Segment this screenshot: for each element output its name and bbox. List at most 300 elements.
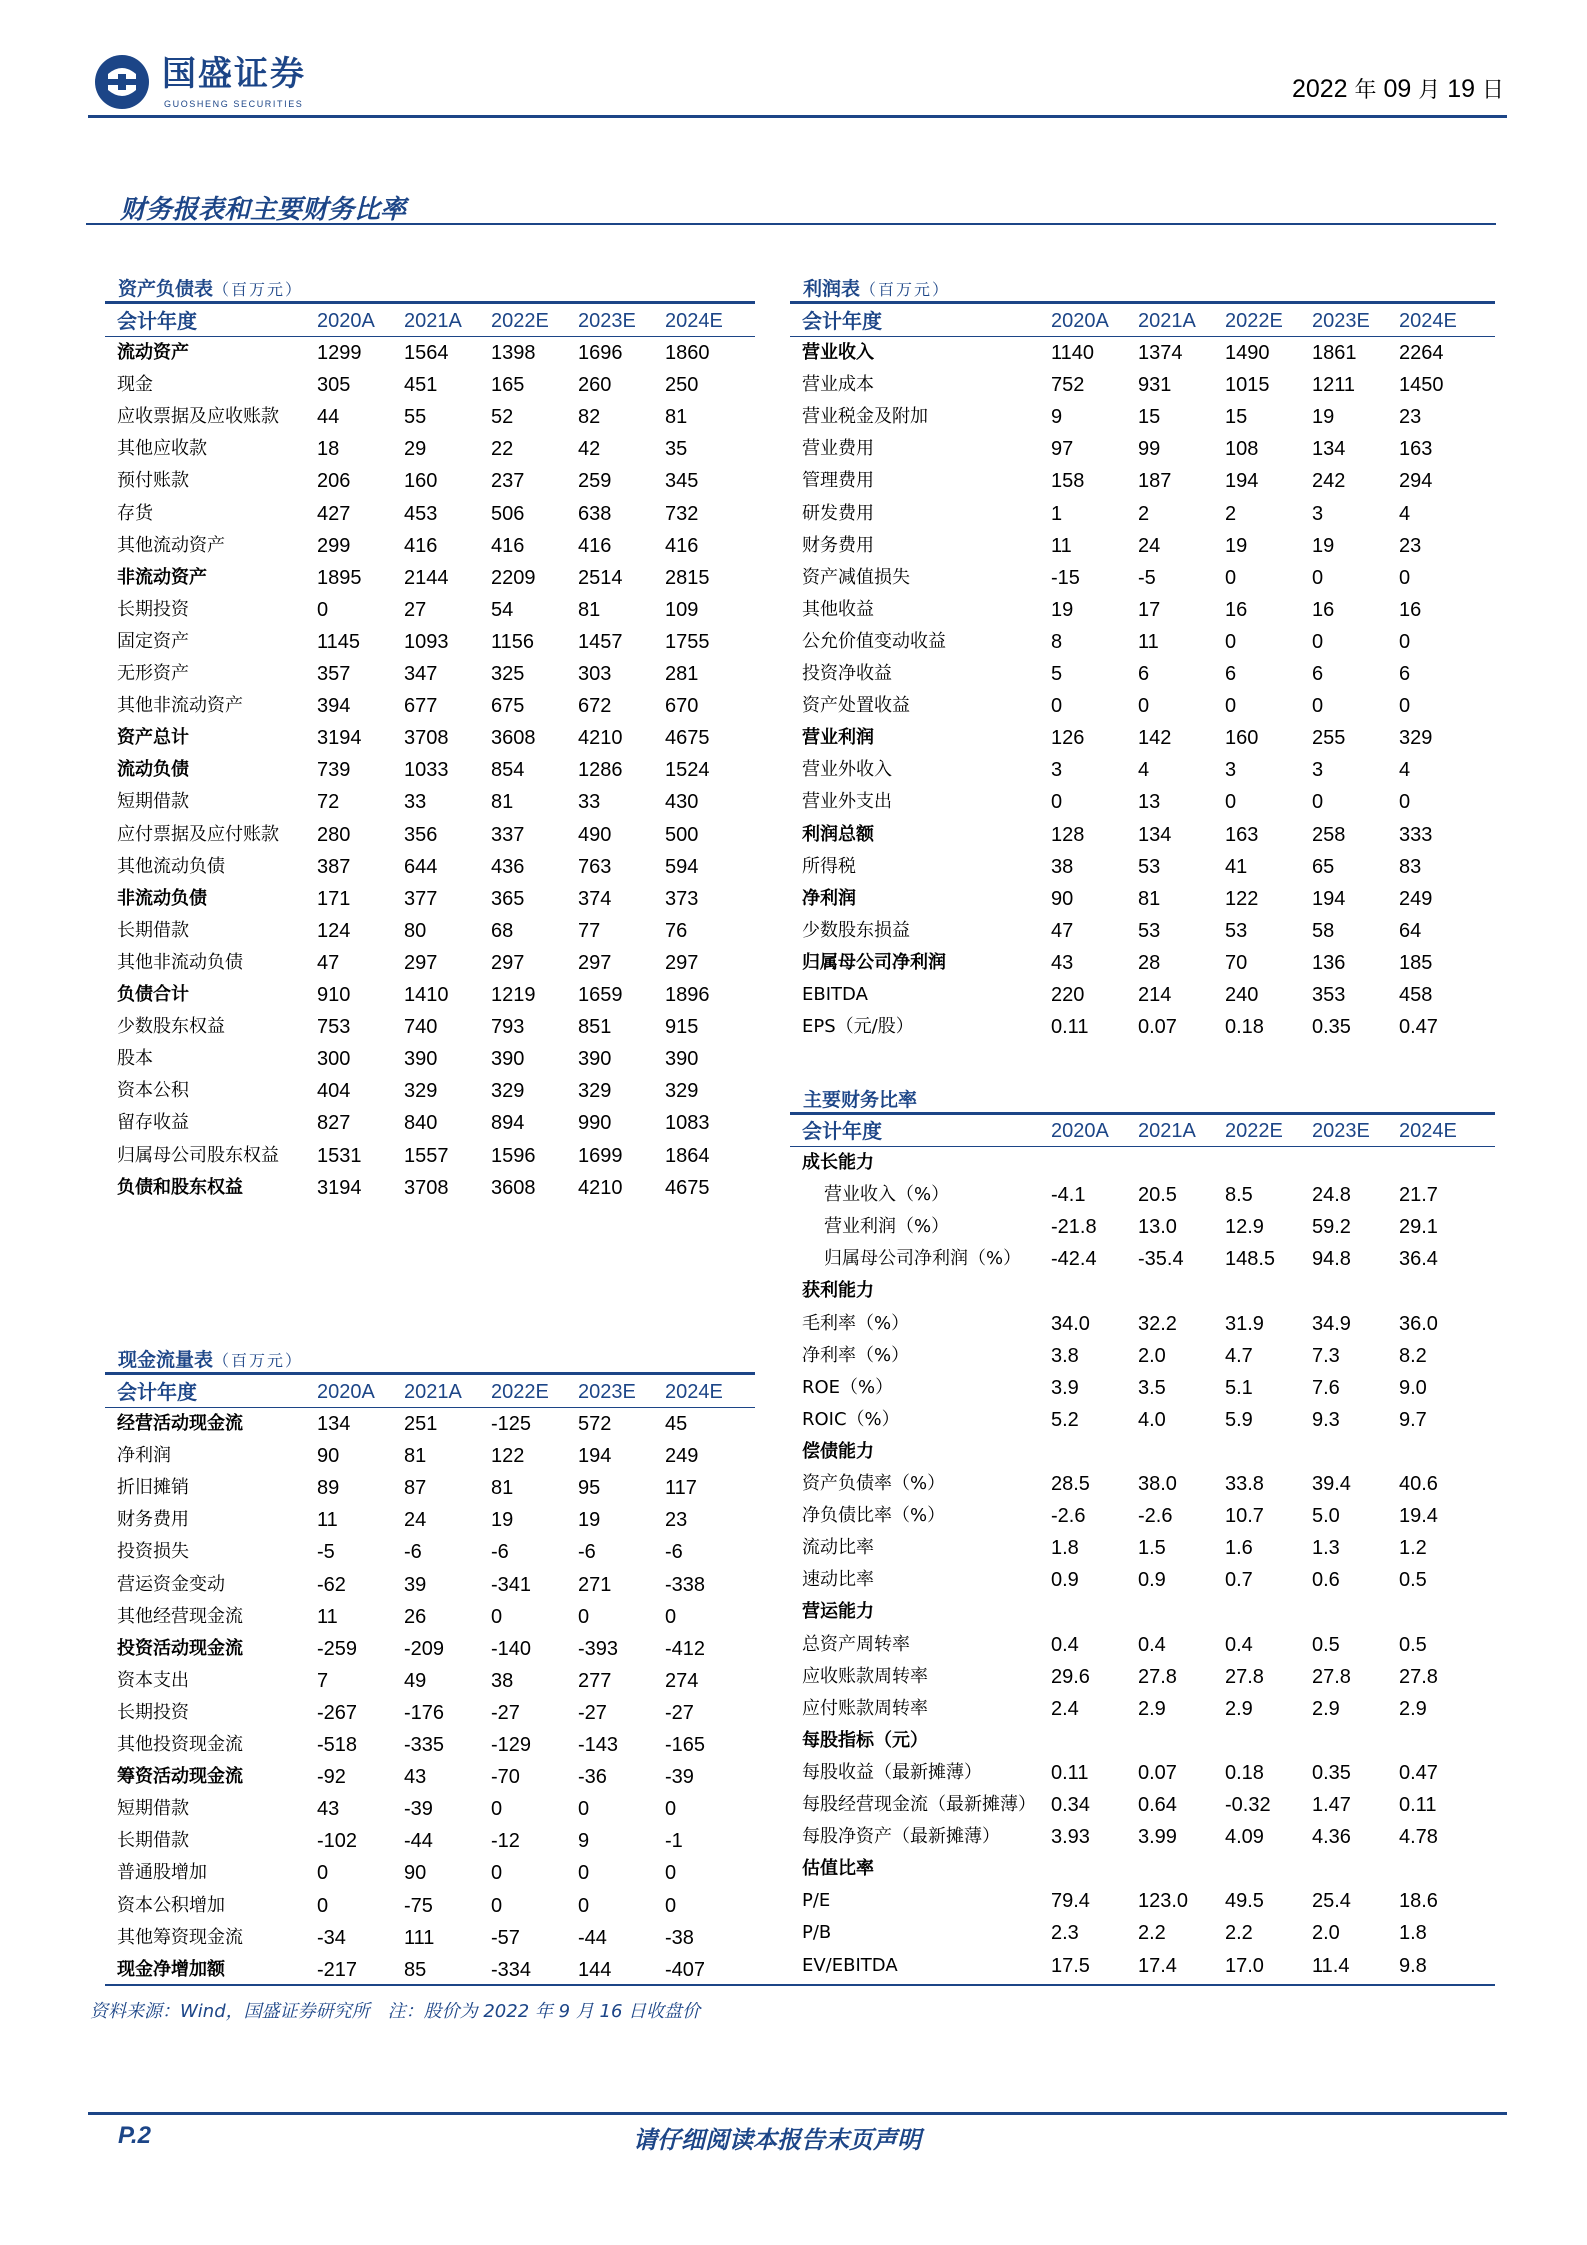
cell-value: 134: [317, 1413, 351, 1435]
cell-value: 416: [665, 534, 699, 557]
cell-value: 1398: [491, 342, 536, 364]
cell-value: 0.47: [1399, 1761, 1438, 1784]
column-header-label: 会计年度: [802, 1119, 882, 1143]
row-label: 长期投资: [117, 1701, 189, 1723]
cell-value: 13.0: [1138, 1216, 1177, 1239]
cell-value: 58: [1312, 919, 1335, 942]
cell-value: 6: [1399, 663, 1411, 685]
cell-value: 90: [317, 1445, 340, 1468]
cell-value: 160: [1225, 727, 1259, 750]
cell-value: -2.6: [1051, 1505, 1086, 1528]
cell-value: 25.4: [1312, 1890, 1351, 1913]
table-row: [790, 594, 1495, 626]
cell-value: 294: [1399, 470, 1433, 493]
row-label: 应付票据及应付账款: [117, 823, 279, 845]
table-row: [790, 1404, 1495, 1436]
date-day-unit: 日: [1481, 77, 1504, 102]
cell-value: 0: [1312, 630, 1324, 653]
cell-value: 827: [317, 1112, 351, 1135]
footer-divider: [88, 2112, 1507, 2115]
cell-value: 297: [491, 951, 525, 974]
column-header-year: 2022E: [1225, 310, 1283, 332]
table-row: [790, 530, 1495, 562]
cell-value: 26: [404, 1605, 427, 1628]
cell-value: -39: [665, 1766, 694, 1789]
cell-value: 0: [1225, 630, 1237, 653]
cell-value: 1895: [317, 566, 362, 589]
cell-value: 5: [1051, 663, 1063, 685]
row-label: 短期借款: [117, 1798, 189, 1820]
cell-value: 8: [1051, 630, 1063, 653]
row-label: 资本公积: [117, 1080, 189, 1102]
row-label: 长期借款: [117, 919, 189, 941]
cell-value: -1: [665, 1830, 683, 1853]
cell-value: -140: [491, 1637, 532, 1660]
table-row: [790, 786, 1495, 818]
cell-value: 854: [491, 759, 525, 782]
cell-value: 214: [1138, 984, 1172, 1006]
income-statement-title-text: 利润表: [803, 278, 861, 300]
cell-value: -6: [578, 1541, 596, 1564]
cell-value: -44: [578, 1926, 607, 1949]
cell-value: 72: [317, 791, 340, 814]
row-label: 非流动负债: [117, 887, 207, 909]
cell-value: 258: [1312, 823, 1346, 846]
cell-value: 1140: [1051, 342, 1095, 364]
table-row: [790, 1011, 1495, 1043]
cell-value: -44: [404, 1830, 433, 1853]
table-row: [105, 1729, 755, 1761]
cell-value: 281: [665, 663, 699, 685]
table-row: [105, 1107, 755, 1139]
cell-value: 2815: [665, 566, 710, 589]
cell-value: 38: [491, 1669, 514, 1692]
column-header-year: 2024E: [1399, 1120, 1457, 1142]
cell-value: -518: [317, 1734, 358, 1756]
cell-value: 2.2: [1225, 1922, 1253, 1945]
cell-value: 64: [1399, 919, 1422, 942]
column-header-year: 2021A: [1138, 310, 1196, 332]
cell-value: 16: [1225, 598, 1248, 621]
cell-value: 638: [578, 502, 612, 525]
cell-value: 436: [491, 855, 525, 878]
cell-value: 329: [491, 1080, 525, 1103]
table-row: [105, 658, 755, 690]
cell-value: 27.8: [1399, 1665, 1438, 1688]
cell-value: 506: [491, 502, 525, 525]
cell-value: 5.2: [1051, 1408, 1079, 1431]
cell-value: 163: [1399, 438, 1433, 461]
cell-value: 3194: [317, 1176, 362, 1199]
table-row: [790, 465, 1495, 497]
row-label: 营业外收入: [802, 759, 892, 781]
cell-value: 122: [491, 1445, 525, 1468]
cell-value: 33: [578, 791, 601, 814]
cell-value: 763: [578, 855, 612, 878]
cell-value: 277: [578, 1669, 612, 1692]
cell-value: 90: [1051, 887, 1074, 910]
table-row: [105, 690, 755, 722]
cell-value: 0: [491, 1605, 503, 1628]
cell-value: 9: [1051, 406, 1063, 429]
cell-value: 2.9: [1138, 1697, 1166, 1720]
column-header-year: 2024E: [665, 1381, 723, 1403]
cell-value: 1211: [1312, 374, 1356, 397]
row-label: 营业成本: [802, 374, 874, 396]
table-section-row: [790, 1725, 1495, 1757]
cell-value: -393: [578, 1637, 619, 1660]
table-section-row: [790, 1147, 1495, 1179]
section-divider: [86, 223, 1496, 225]
cell-value: 19: [1312, 534, 1335, 557]
cell-value: 206: [317, 470, 351, 493]
cell-value: 0: [491, 1862, 503, 1885]
row-label: 资产处置收益: [802, 695, 910, 717]
row-label: 营业税金及附加: [802, 406, 928, 428]
cell-value: 43: [1051, 951, 1074, 974]
row-label: 经营活动现金流: [117, 1413, 243, 1434]
table-row: [790, 690, 1495, 722]
row-label: 财务费用: [802, 534, 874, 556]
cell-value: 0.4: [1225, 1633, 1253, 1656]
cell-value: 1.3: [1312, 1537, 1340, 1560]
cell-value: 1457: [578, 630, 623, 653]
source-note: 资料来源：Wind，国盛证券研究所 注：股价为 2022 年 9 月 16 日收盘价: [90, 2001, 701, 2022]
cell-value: 77: [578, 919, 601, 942]
cell-value: -35.4: [1138, 1248, 1184, 1271]
table-row: [790, 915, 1495, 947]
cell-value: 1.6: [1225, 1537, 1253, 1560]
table-row: [790, 498, 1495, 530]
income-statement-title: [803, 274, 950, 301]
row-label: EBITDA: [802, 984, 868, 1005]
cell-value: 7.6: [1312, 1376, 1340, 1399]
cell-value: 24: [404, 1509, 427, 1532]
cell-value: 53: [1138, 919, 1161, 942]
cell-value: 249: [665, 1445, 699, 1468]
row-label: 其他投资现金流: [117, 1734, 243, 1755]
cell-value: 99: [1138, 438, 1161, 461]
cell-value: 4.7: [1225, 1344, 1253, 1367]
cell-value: 5.1: [1225, 1376, 1253, 1399]
row-label: 公允价值变动收益: [802, 630, 946, 652]
cell-value: 22: [491, 438, 514, 461]
table-section-row: [790, 1436, 1495, 1468]
cell-value: 194: [578, 1445, 612, 1468]
cell-value: 18: [317, 438, 340, 461]
cell-value: 47: [1051, 919, 1074, 942]
date-month-unit: 月: [1418, 77, 1441, 102]
cell-value: 27: [404, 598, 427, 621]
row-label: 财务费用: [117, 1509, 189, 1531]
cell-value: 0.4: [1138, 1633, 1166, 1656]
cell-value: 490: [578, 823, 612, 846]
table-section-row: [105, 1761, 755, 1793]
cell-value: -6: [665, 1541, 683, 1564]
table-row: [105, 1665, 755, 1697]
cell-value: 0.11: [1399, 1794, 1437, 1816]
cell-value: 55: [404, 406, 427, 429]
cell-value: 6: [1225, 663, 1237, 685]
cell-value: 0.9: [1138, 1569, 1166, 1592]
cell-value: 9.7: [1399, 1408, 1427, 1431]
cell-value: 79.4: [1051, 1890, 1090, 1913]
cell-value: -338: [665, 1573, 706, 1596]
cell-value: 0: [1225, 791, 1237, 814]
cell-value: 251: [404, 1413, 438, 1435]
cell-value: 0: [491, 1894, 503, 1917]
cell-value: 259: [578, 470, 612, 493]
cell-value: 357: [317, 663, 351, 685]
cell-value: 427: [317, 502, 351, 525]
cell-value: 333: [1399, 823, 1433, 846]
cell-value: 0: [665, 1894, 677, 1917]
cell-value: 39.4: [1312, 1473, 1351, 1495]
cell-value: 3: [1312, 502, 1324, 525]
cell-value: 0: [491, 1798, 503, 1821]
cell-value: 337: [491, 823, 525, 846]
cell-value: 240: [1225, 984, 1259, 1006]
row-label: 偿债能力: [802, 1440, 874, 1462]
table-row: [790, 433, 1495, 465]
cell-value: 117: [665, 1477, 697, 1500]
row-label: 净利率（%）: [802, 1344, 910, 1366]
row-label: 留存收益: [117, 1112, 189, 1134]
cell-value: 171: [317, 887, 351, 910]
cell-value: 353: [1312, 984, 1346, 1006]
cell-value: 990: [578, 1112, 612, 1135]
cell-value: 303: [578, 663, 612, 685]
column-header-year: 2022E: [1225, 1120, 1283, 1142]
cell-value: 53: [1225, 919, 1248, 942]
table-row: [105, 401, 755, 433]
cash-flow-header-rule: [105, 1407, 755, 1408]
cell-value: 1.5: [1138, 1537, 1166, 1560]
cell-value: 8.2: [1399, 1344, 1427, 1367]
cell-value: -92: [317, 1766, 346, 1789]
row-label: 所得税: [802, 855, 856, 877]
cell-value: -5: [317, 1541, 335, 1564]
table-row: [105, 1043, 755, 1075]
cell-value: 2.0: [1312, 1922, 1340, 1945]
row-label: 股本: [117, 1048, 153, 1070]
cell-value: 24.8: [1312, 1184, 1351, 1207]
cell-value: 1524: [665, 759, 710, 782]
cell-value: 1.8: [1051, 1537, 1079, 1560]
balance-sheet-title: [118, 274, 303, 301]
cell-value: 1755: [665, 630, 710, 653]
cell-value: 31.9: [1225, 1312, 1264, 1335]
cell-value: 416: [404, 534, 438, 557]
cell-value: 0: [1312, 791, 1324, 814]
cell-value: 111: [404, 1926, 435, 1949]
row-label: 其他流动资产: [117, 534, 225, 556]
table-section-row: [790, 722, 1495, 754]
column-header-year: 2023E: [1312, 1120, 1370, 1142]
cell-value: 416: [491, 534, 525, 557]
cell-value: 36.0: [1399, 1312, 1438, 1335]
table-row: [790, 1564, 1495, 1596]
cell-value: 3708: [404, 727, 449, 750]
cell-value: 1531: [317, 1144, 362, 1167]
cell-value: 752: [1051, 374, 1085, 397]
table-row: [105, 1922, 755, 1954]
column-header-label: 会计年度: [117, 309, 197, 333]
cell-value: 9.8: [1399, 1954, 1427, 1977]
cell-value: 3608: [491, 1176, 536, 1199]
cell-value: 387: [317, 855, 351, 878]
table-row: [105, 915, 755, 947]
cell-value: 123.0: [1138, 1890, 1189, 1913]
cell-value: 1490: [1225, 342, 1270, 364]
cell-value: 4: [1399, 502, 1411, 525]
cell-value: 347: [404, 663, 438, 685]
table-row: [790, 979, 1495, 1011]
row-label: 投资损失: [117, 1541, 189, 1563]
row-label: 其他筹资现金流: [117, 1926, 243, 1948]
cell-value: -267: [317, 1701, 358, 1724]
ratios-header-rule: [790, 1146, 1495, 1147]
cell-value: 0: [317, 1894, 329, 1917]
row-label: 资产减值损失: [802, 566, 910, 588]
table-row: [105, 1440, 755, 1472]
cell-value: 0.47: [1399, 1016, 1438, 1039]
cell-value: 329: [1399, 727, 1433, 750]
row-label: 每股经营现金流（最新摊薄）: [802, 1794, 1036, 1815]
cell-value: 0.5: [1312, 1633, 1340, 1656]
column-header-year: 2022E: [491, 310, 549, 332]
row-label: 现金净增加额: [117, 1958, 225, 1980]
cell-value: 21.7: [1399, 1184, 1438, 1207]
table-row: [790, 1789, 1495, 1821]
cell-value: 297: [404, 951, 438, 974]
cell-value: 677: [404, 695, 438, 718]
cell-value: 27.8: [1225, 1665, 1264, 1688]
cell-value: 430: [665, 791, 699, 814]
cell-value: 2.9: [1399, 1697, 1427, 1720]
row-label: 短期借款: [117, 791, 189, 813]
table-row: [105, 1075, 755, 1107]
cell-value: 732: [665, 502, 699, 525]
cell-value: 1033: [404, 759, 449, 782]
cash-flow-unit: （百万元）: [213, 1351, 304, 1370]
cell-value: 329: [665, 1080, 699, 1103]
table-section-row: [790, 947, 1495, 979]
cell-value: 394: [317, 695, 351, 718]
row-label: 资产负债率（%）: [802, 1473, 946, 1494]
cell-value: 82: [578, 406, 601, 429]
cell-value: 915: [665, 1016, 699, 1039]
row-label: 获利能力: [802, 1280, 874, 1302]
table-row: [790, 1372, 1495, 1404]
cell-value: 27.8: [1138, 1665, 1177, 1688]
cell-value: 1219: [491, 984, 536, 1006]
cell-value: 0.35: [1312, 1761, 1351, 1784]
cell-value: 1093: [404, 630, 449, 653]
cell-value: 81: [578, 598, 601, 621]
cell-value: 29: [404, 438, 427, 461]
cell-value: 39: [404, 1573, 427, 1596]
row-label: 营业费用: [802, 438, 874, 460]
cell-value: -0.32: [1225, 1794, 1271, 1816]
table-row: [790, 626, 1495, 658]
cell-value: 11: [317, 1605, 338, 1628]
table-row: [105, 1857, 755, 1889]
cell-value: -4.1: [1051, 1184, 1086, 1207]
cell-value: 910: [317, 984, 351, 1006]
row-label: 普通股增加: [117, 1862, 207, 1884]
income-statement-top-rule: [790, 301, 1495, 304]
cell-value: 0.9: [1051, 1569, 1079, 1592]
table-section-row: [105, 1408, 755, 1440]
cash-flow-top-rule: [105, 1372, 755, 1375]
cell-value: 0.5: [1399, 1633, 1427, 1656]
cell-value: 305: [317, 374, 351, 397]
table-row: [105, 530, 755, 562]
cell-value: 3: [1225, 759, 1237, 782]
row-label: 总资产周转率: [802, 1633, 910, 1655]
cell-value: 242: [1312, 470, 1346, 493]
table-row: [105, 1825, 755, 1857]
cell-value: 19.4: [1399, 1505, 1438, 1528]
cell-value: 89: [317, 1477, 340, 1500]
table-row: [790, 1661, 1495, 1693]
row-label: 管理费用: [802, 470, 874, 492]
cell-value: 329: [578, 1080, 612, 1103]
cell-value: -75: [404, 1894, 433, 1917]
row-label: 应收账款周转率: [802, 1665, 928, 1687]
cell-value: 300: [317, 1048, 351, 1071]
table-row: [105, 1140, 755, 1172]
table-row: [790, 851, 1495, 883]
table-row: [105, 433, 755, 465]
row-label: 长期投资: [117, 598, 189, 620]
cell-value: 68: [491, 919, 514, 942]
cell-value: 9: [578, 1830, 590, 1853]
cell-value: 0: [1051, 695, 1063, 718]
row-label: 营业利润: [802, 727, 874, 749]
cell-value: 1557: [404, 1144, 449, 1167]
cell-value: 0: [1225, 695, 1237, 718]
cell-value: 134: [1138, 823, 1172, 846]
row-label: 投资净收益: [802, 663, 892, 684]
table-section-row: [105, 883, 755, 915]
cell-value: 1.8: [1399, 1922, 1427, 1945]
cell-value: -42.4: [1051, 1248, 1097, 1271]
cell-value: 271: [578, 1573, 612, 1596]
cell-value: 0.18: [1225, 1761, 1264, 1784]
cell-value: 4: [1399, 759, 1411, 782]
table-row: [790, 369, 1495, 401]
cell-value: 35: [665, 438, 688, 461]
table-row: [790, 401, 1495, 433]
cell-value: 0.11: [1051, 1761, 1089, 1784]
cell-value: 373: [665, 887, 699, 910]
cell-value: 753: [317, 1016, 351, 1039]
cell-value: 19: [491, 1509, 514, 1532]
cell-value: -15: [1051, 566, 1080, 589]
cell-value: -6: [491, 1541, 509, 1564]
cell-value: -335: [404, 1734, 445, 1756]
cell-value: 3.8: [1051, 1344, 1079, 1367]
row-label: 归属母公司股东权益: [117, 1144, 279, 1166]
column-header-year: 2023E: [578, 310, 636, 332]
table-row: [790, 1629, 1495, 1661]
cell-value: 416: [578, 534, 612, 557]
row-label: 资本支出: [117, 1669, 189, 1691]
column-header-year: 2023E: [578, 1381, 636, 1403]
row-label: 每股收益（最新摊薄）: [802, 1761, 982, 1783]
